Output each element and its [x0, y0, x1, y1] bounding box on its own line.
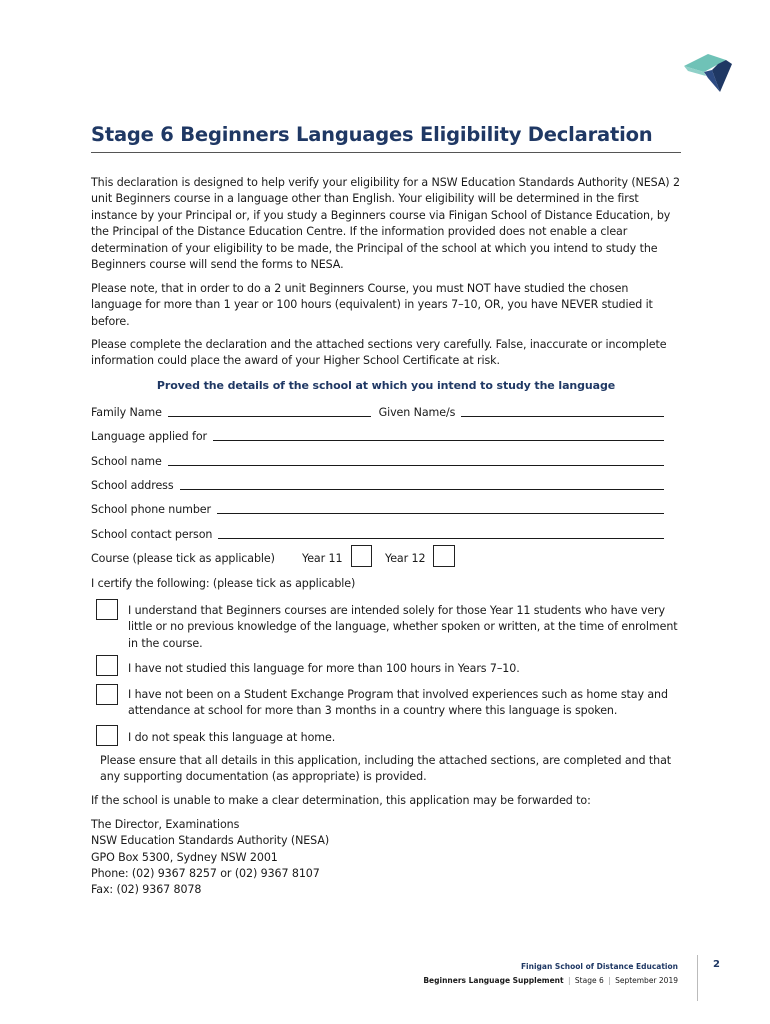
certify-heading: I certify the following: (please tick as applicable): [91, 577, 356, 590]
page-number: 2: [713, 959, 720, 970]
language-field[interactable]: [213, 428, 664, 441]
footer-document-info: [423, 976, 678, 985]
school-address-label: School address: [91, 479, 174, 492]
school-name-label: School name: [91, 455, 162, 468]
footer-supplement: Beginners Language Supplement: [423, 976, 564, 985]
course-row: [91, 549, 491, 569]
intro-paragraph-3: Please complete the declaration and the attached sections very carefully. False, inaccurate or incomplete information could place the award of your Higher School Certificate at risk.: [91, 338, 667, 368]
language-row: [91, 427, 664, 443]
details-subheading: Proved the details of the school at which you intend to study the language: [156, 379, 616, 392]
school-name-row: [91, 452, 664, 468]
forward-note: If the school is unable to make a clear determination, this application may be forwarded to:: [91, 794, 591, 807]
certify-item-4: I do not speak this language at home.: [128, 731, 336, 744]
page-title: Stage 6 Beginners Languages Eligibility Declaration: [91, 123, 653, 146]
ensure-note: Please ensure that all details in this application, including the attached sections, are completed and that any supporting documentation (as appropriate) is provided.: [100, 754, 672, 784]
footer-stage: Stage 6: [574, 976, 604, 985]
address-fax: Fax: (02) 9367 8078: [91, 883, 202, 897]
school-contact-field[interactable]: [218, 526, 664, 539]
footer-separator: |: [568, 976, 571, 985]
footer-separator: |: [608, 976, 611, 985]
certify-item-2: I have not studied this language for more than 100 hours in Years 7–10.: [128, 662, 520, 675]
school-contact-row: [91, 525, 664, 541]
school-address-row: [91, 476, 664, 492]
family-name-label: Family Name: [91, 406, 162, 419]
address-phone: Phone: (02) 9367 8257 or (02) 9367 8107: [91, 866, 320, 880]
school-phone-label: School phone number: [91, 503, 211, 516]
school-name-field[interactable]: [168, 453, 664, 466]
school-phone-row: [91, 500, 664, 516]
certify-checkbox-3[interactable]: [96, 684, 118, 705]
year12-label: Year 12: [385, 552, 426, 565]
footer-divider: [697, 955, 698, 1001]
school-logo: [682, 52, 734, 94]
given-name-label: Given Name/s: [378, 406, 456, 419]
school-address-field[interactable]: [180, 477, 664, 490]
language-label: Language applied for: [91, 430, 207, 443]
footer-date: September 2019: [615, 976, 678, 985]
certify-checkbox-1[interactable]: [96, 599, 118, 620]
address-line: The Director, Examinations: [91, 818, 240, 831]
school-phone-field[interactable]: [217, 501, 664, 514]
certify-item-1: I understand that Beginners courses are intended solely for those Year 11 students who have very little or no previous knowledge of the language, whether spoken or written, at the time of enrolment in the course.: [128, 604, 678, 650]
footer-school-name: Finigan School of Distance Education: [520, 962, 678, 971]
name-row: [91, 403, 664, 419]
intro-paragraph-2: Please note, that in order to do a 2 unit Beginners Course, you must NOT have studied the chosen language for more than 1 year or 100 hours (equivalent) in years 7–10, OR, you have NEVER studied it before.: [91, 282, 653, 328]
intro-paragraph-1: This declaration is designed to help verify your eligibility for a NSW Education Standards Authority (NESA) 2 unit Beginners course in a language other than English. Your eligibility will be determined in the first instance by your Principal or, if you study a Beginners course via Finigan School of Distance Education, by the Principal of the Distance Education Centre. If the information provided does not enable a clear determination of your eligibility to be made, the Principal of the school at which you intend to study the Beginners course will send the forms to NESA.: [91, 176, 680, 272]
address-line: NSW Education Standards Authority (NESA): [91, 834, 330, 848]
course-label: Course (please tick as applicable): [91, 552, 275, 565]
certify-checkbox-2[interactable]: [96, 655, 118, 676]
mailing-address: [91, 817, 329, 898]
address-line: GPO Box 5300, Sydney NSW 2001: [91, 850, 278, 864]
school-contact-label: School contact person: [91, 528, 213, 541]
year11-checkbox[interactable]: [351, 545, 372, 567]
year11-label: Year 11: [302, 552, 343, 565]
certify-item-3: I have not been on a Student Exchange Program that involved experiences such as home stay and attendance at school for more than 3 months in a country where this language is spoken.: [128, 688, 668, 718]
given-name-field[interactable]: [461, 404, 664, 417]
title-divider: [91, 152, 681, 153]
year12-checkbox[interactable]: [433, 545, 455, 567]
certify-checkbox-4[interactable]: [96, 725, 118, 746]
family-name-field[interactable]: [168, 404, 371, 417]
